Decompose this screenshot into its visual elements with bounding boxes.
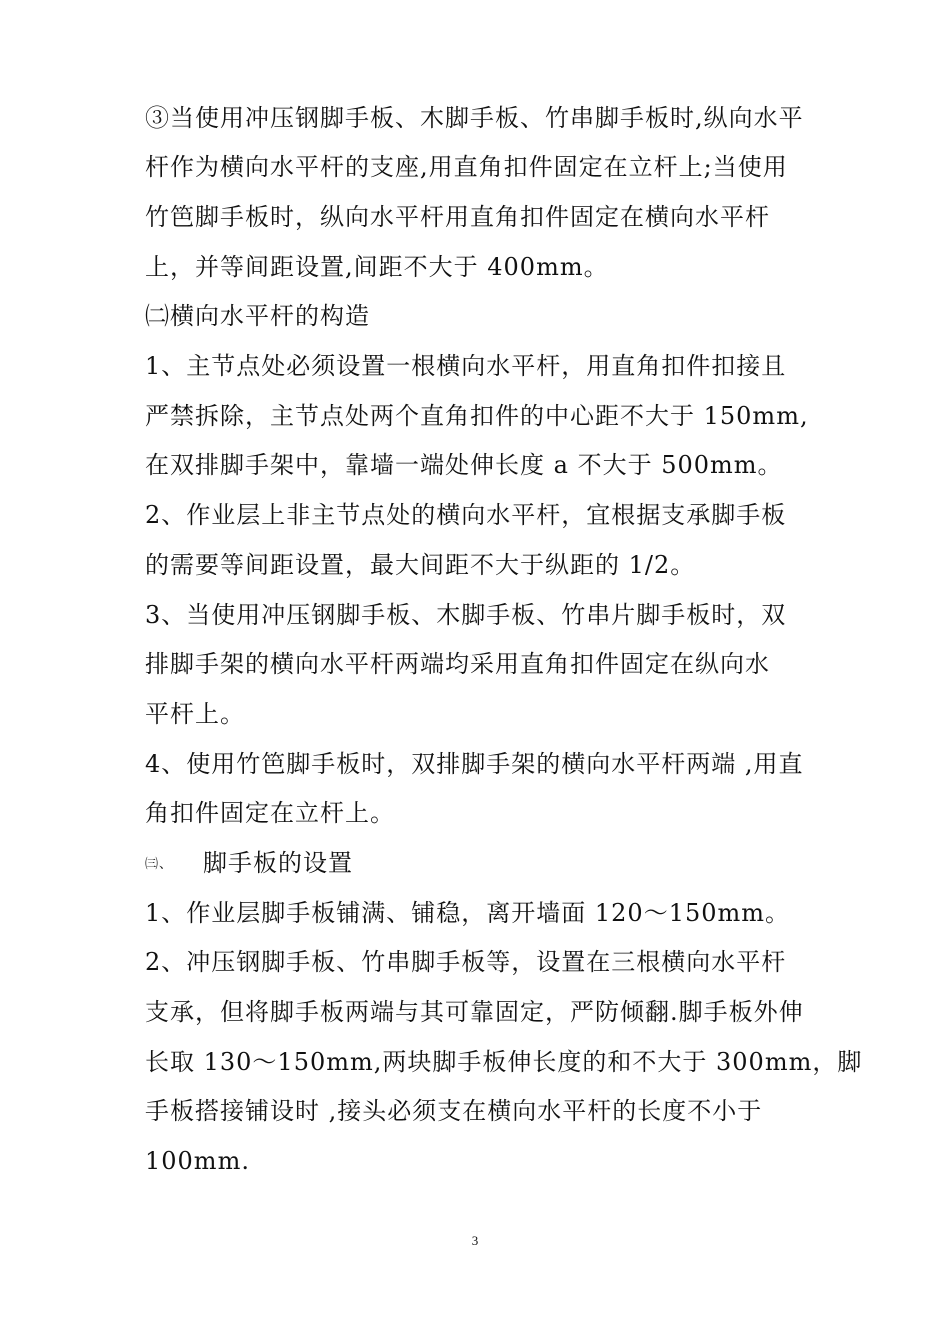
paragraph-line: 2、冲压钢脚手板、竹串脚手板等，设置在三根横向水平杆 xyxy=(145,948,787,976)
paragraph-line: 角扣件固定在立杆上。 xyxy=(145,799,395,827)
paragraph-line: 支承，但将脚手板两端与其可靠固定，严防倾翻.脚手板外伸 xyxy=(145,998,804,1026)
paragraph-line: 杆作为横向水平杆的支座,用直角扣件固定在立杆上;当使用 xyxy=(145,153,788,181)
paragraph-line: 2、作业层上非主节点处的横向水平杆，宜根据支承脚手板 xyxy=(145,501,787,529)
section-marker: ㈢、 xyxy=(145,856,174,872)
paragraph-line: 1、作业层脚手板铺满、铺稳，离开墙面 120～150mm。 xyxy=(145,899,791,927)
paragraph-line: 严禁拆除，主节点处两个直角扣件的中心距不大于 150mm, xyxy=(145,402,809,430)
paragraph-line: 4、使用竹笆脚手板时，双排脚手架的横向水平杆两端 ,用直 xyxy=(145,750,804,778)
paragraph-line: 的需要等间距设置，最大间距不大于纵距的 1/2。 xyxy=(145,551,696,579)
section-title: 脚手板的设置 xyxy=(203,849,353,877)
paragraph-line: 1、主节点处必须设置一根横向水平杆，用直角扣件扣接且 xyxy=(145,352,787,380)
paragraph-line: 上，并等间距设置,间距不大于 400mm。 xyxy=(145,253,609,281)
paragraph-line: 排脚手架的横向水平杆两端均采用直角扣件固定在纵向水 xyxy=(145,650,770,678)
paragraph-line: 平杆上。 xyxy=(145,700,245,728)
page-number: 3 xyxy=(471,1233,479,1248)
section-heading: ㈡横向水平杆的构造 xyxy=(145,302,370,330)
section-heading xyxy=(145,848,353,880)
paragraph-line: ③当使用冲压钢脚手板、木脚手板、竹串脚手板时,纵向水平 xyxy=(145,104,804,132)
paragraph-line: 长取 130～150mm,两块脚手板伸长度的和不大于 300mm，脚 xyxy=(145,1048,863,1076)
paragraph-line: 3、当使用冲压钢脚手板、木脚手板、竹串片脚手板时，双 xyxy=(145,601,787,629)
paragraph-line: 手板搭接铺设时 ,接头必须支在横向水平杆的长度不小于 xyxy=(145,1097,763,1125)
paragraph-line: 在双排脚手架中，靠墙一端处伸长度 a 不大于 500mm。 xyxy=(145,451,783,479)
paragraph-line: 竹笆脚手板时，纵向水平杆用直角扣件固定在横向水平杆 xyxy=(145,203,770,231)
paragraph-line: 100mm. xyxy=(145,1147,250,1175)
